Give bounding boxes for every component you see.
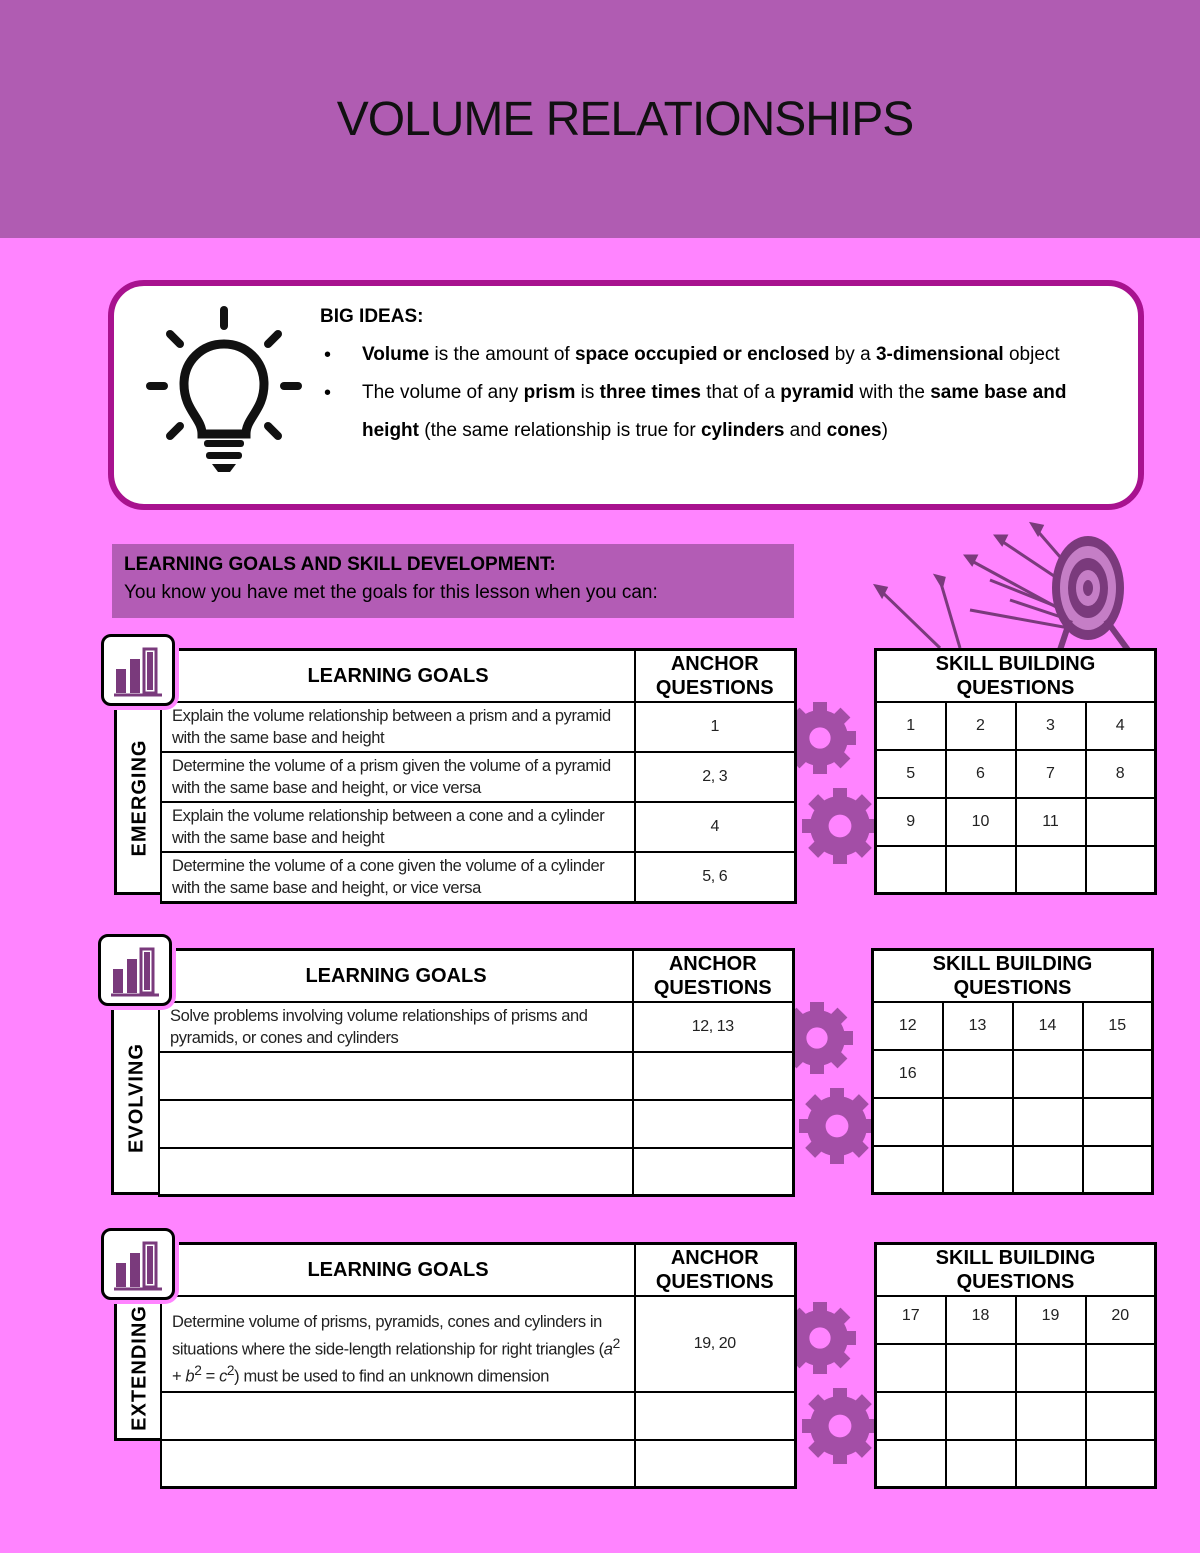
table-row — [161, 702, 795, 752]
goal-cell: Determine volume of prisms, pyramids, cones and cylinders in situations where the side-length relationship for right triangles $(a^2 + b^2 = c^2)$ must be used to find an unknown dimension — [161, 1296, 635, 1392]
skill-header-line1: SKILL BUILDING — [935, 1246, 1096, 1269]
skill-cell — [1083, 1050, 1153, 1098]
skill-building-table — [871, 948, 1154, 1195]
skill-cell — [1016, 1440, 1086, 1488]
skill-cell — [1086, 1440, 1156, 1488]
skill-cell — [1086, 798, 1156, 846]
skill-cell — [946, 846, 1016, 894]
anchor-cell — [635, 1392, 795, 1440]
skill-cell — [876, 1392, 946, 1440]
gears-icon — [792, 1290, 882, 1480]
skill-cell — [946, 1440, 1016, 1488]
big-idea-text: ) — [881, 420, 888, 441]
skill-cell: 7 — [1016, 750, 1086, 798]
skill-cell: 12 — [873, 1002, 943, 1050]
big-idea-bold-text: cones — [826, 420, 882, 441]
big-idea-bold-text: Volume — [362, 344, 430, 365]
skill-cell — [876, 846, 946, 894]
level-label: EXTENDING — [128, 1304, 150, 1431]
big-idea-text: is — [575, 382, 600, 403]
big-idea-bold-text: pyramid — [780, 382, 855, 403]
big-idea-bold-text: 3-dimensional — [875, 344, 1004, 365]
learning-goals-header — [159, 950, 633, 1002]
skill-cell: 6 — [946, 750, 1016, 798]
skill-cell: 4 — [1086, 702, 1156, 750]
bar-chart-icon — [112, 643, 166, 699]
table-row — [161, 752, 795, 802]
big-idea-text: by a — [829, 344, 876, 365]
table-row — [876, 702, 1156, 750]
goal-cell: Explain the volume relationship between a prism and a pyramid with the same base and height — [161, 702, 635, 752]
big-idea-bold-text: cylinders — [700, 420, 785, 441]
table-row — [161, 852, 795, 903]
goal-cell — [161, 1440, 635, 1488]
skill-cell: 3 — [1016, 702, 1086, 750]
anchor-cell: 5, 6 — [635, 852, 795, 903]
big-idea-item — [320, 336, 1110, 374]
skill-cell: 9 — [876, 798, 946, 846]
skill-cell: 5 — [876, 750, 946, 798]
goal-cell — [159, 1100, 633, 1148]
skill-cell — [873, 1146, 943, 1194]
anchor-header-line2: QUESTIONS — [655, 676, 774, 699]
skill-cell — [1086, 1392, 1156, 1440]
anchor-cell — [635, 1440, 795, 1488]
level-label-box — [114, 700, 162, 895]
table-row — [161, 802, 795, 852]
skill-building-header — [873, 950, 1153, 1002]
table-header-row — [876, 1244, 1156, 1296]
skill-cell — [943, 1050, 1013, 1098]
skill-building-table — [874, 1242, 1157, 1489]
big-idea-bold-text: space occupied or enclosed — [574, 344, 830, 365]
table-row — [159, 1052, 793, 1100]
skill-cell: 1 — [876, 702, 946, 750]
anchor-questions-header — [633, 950, 793, 1002]
table-row — [876, 798, 1156, 846]
skill-cell — [1013, 1146, 1083, 1194]
skill-cell: 18 — [946, 1296, 1016, 1344]
skill-building-table — [874, 648, 1157, 895]
big-ideas-list — [320, 336, 1110, 450]
bar-chart-icon — [112, 1237, 166, 1293]
table-row — [876, 846, 1156, 894]
big-idea-text: that of a — [701, 382, 781, 403]
skill-header-line2: QUESTIONS — [953, 976, 1072, 999]
skill-cell — [1016, 846, 1086, 894]
table-header-row — [876, 650, 1156, 702]
learning-goals-header — [161, 1244, 635, 1296]
anchor-cell: 2, 3 — [635, 752, 795, 802]
big-ideas-title: BIG IDEAS: — [320, 306, 424, 327]
level-label: EMERGING — [128, 739, 150, 856]
table-row — [161, 1440, 795, 1488]
table-row — [876, 1392, 1156, 1440]
skill-cell — [876, 1344, 946, 1392]
page-title: VOLUME RELATIONSHIPS — [336, 93, 914, 146]
level-label-box — [114, 1294, 162, 1441]
skill-cell — [1086, 846, 1156, 894]
anchor-header-line2: QUESTIONS — [655, 1270, 774, 1293]
skill-cell: 16 — [873, 1050, 943, 1098]
table-row — [161, 1392, 795, 1440]
anchor-cell: 19, 20 — [635, 1296, 795, 1392]
skill-cell — [1016, 1344, 1086, 1392]
skill-cell: 20 — [1086, 1296, 1156, 1344]
skill-cell — [1016, 1392, 1086, 1440]
big-idea-text: The volume of any — [362, 382, 524, 403]
table-row — [161, 1296, 795, 1392]
learning-goals-header-text: LEARNING GOALS — [307, 664, 489, 687]
skill-cell: 17 — [876, 1296, 946, 1344]
table-header-row — [161, 1244, 795, 1296]
table-row — [876, 1344, 1156, 1392]
learning-goals-table — [160, 648, 797, 904]
table-header-row — [873, 950, 1153, 1002]
anchor-header-line1: ANCHOR — [670, 652, 759, 675]
big-idea-text: with the — [854, 382, 931, 403]
table-header-row — [159, 950, 793, 1002]
skill-cell — [1013, 1098, 1083, 1146]
table-row — [873, 1050, 1153, 1098]
big-idea-text: and — [784, 420, 827, 441]
chart-badge — [101, 634, 175, 706]
skill-header-line2: QUESTIONS — [956, 676, 1075, 699]
skill-header-line1: SKILL BUILDING — [932, 952, 1093, 975]
skill-cell — [1083, 1098, 1153, 1146]
table-row — [159, 1100, 793, 1148]
anchor-header-line1: ANCHOR — [668, 952, 757, 975]
learning-goals-header — [161, 650, 635, 702]
gears-icon — [789, 990, 879, 1180]
chart-badge — [101, 1228, 175, 1300]
skill-cell — [1083, 1146, 1153, 1194]
skill-header-line1: SKILL BUILDING — [935, 652, 1096, 675]
goal-cell — [159, 1052, 633, 1100]
table-row — [159, 1002, 793, 1052]
learning-goals-header-text: LEARNING GOALS — [307, 1258, 489, 1281]
learning-goals-table — [160, 1242, 797, 1489]
big-idea-bold-text: same base and height — [362, 382, 1067, 441]
skill-header-line2: QUESTIONS — [956, 1270, 1075, 1293]
table-row — [876, 1440, 1156, 1488]
anchor-header-line1: ANCHOR — [670, 1246, 759, 1269]
skill-cell: 15 — [1083, 1002, 1153, 1050]
bar-chart-icon — [109, 943, 163, 999]
header-banner — [0, 0, 1200, 238]
anchor-cell: 4 — [635, 802, 795, 852]
skill-cell: 8 — [1086, 750, 1156, 798]
learning-goals-header-text: LEARNING GOALS — [305, 964, 487, 987]
goal-cell: Solve problems involving volume relationships of prisms and pyramids, or cones and cylinders — [159, 1002, 633, 1052]
anchor-cell — [633, 1052, 793, 1100]
skill-cell — [943, 1146, 1013, 1194]
skill-cell — [946, 1392, 1016, 1440]
skill-cell: 19 — [1016, 1296, 1086, 1344]
skill-cell — [873, 1098, 943, 1146]
skill-cell: 2 — [946, 702, 1016, 750]
skill-cell — [1086, 1344, 1156, 1392]
level-label: EVOLVING — [125, 1042, 147, 1153]
skill-cell — [946, 1344, 1016, 1392]
table-row — [873, 1098, 1153, 1146]
gears-icon — [792, 690, 882, 880]
anchor-cell — [633, 1148, 793, 1196]
table-header-row — [161, 650, 795, 702]
skill-cell: 10 — [946, 798, 1016, 846]
learning-goals-table — [158, 948, 795, 1197]
lightbulb-icon — [144, 306, 304, 476]
table-row — [876, 1296, 1156, 1344]
table-row — [876, 750, 1156, 798]
skill-cell: 13 — [943, 1002, 1013, 1050]
table-row — [873, 1002, 1153, 1050]
skill-cell — [1013, 1050, 1083, 1098]
goal-cell: Determine the volume of a cone given the volume of a cylinder with the same base and height, or vice versa — [161, 852, 635, 903]
goal-cell: Determine the volume of a prism given the volume of a pyramid with the same base and height, or vice versa — [161, 752, 635, 802]
skill-cell — [876, 1440, 946, 1488]
anchor-header-line2: QUESTIONS — [653, 976, 772, 999]
goal-cell — [161, 1392, 635, 1440]
learning-goals-banner — [112, 544, 794, 618]
learning-goals-banner-subtitle: You know you have met the goals for this lesson when you can: — [124, 582, 658, 603]
table-row — [159, 1148, 793, 1196]
big-idea-item — [320, 374, 1110, 450]
goal-cell: Explain the volume relationship between a cone and a cylinder with the same base and height — [161, 802, 635, 852]
goal-cell — [159, 1148, 633, 1196]
skill-cell — [943, 1098, 1013, 1146]
anchor-questions-header — [635, 1244, 795, 1296]
anchor-questions-header — [635, 650, 795, 702]
anchor-cell — [633, 1100, 793, 1148]
level-label-box — [111, 1000, 159, 1195]
skill-building-header — [876, 650, 1156, 702]
target-arrows-icon — [870, 520, 1150, 650]
chart-badge — [98, 934, 172, 1006]
skill-building-header — [876, 1244, 1156, 1296]
table-row — [873, 1146, 1153, 1194]
skill-cell: 11 — [1016, 798, 1086, 846]
anchor-cell: 1 — [635, 702, 795, 752]
big-idea-text: object — [1003, 344, 1060, 365]
big-idea-bold-text: prism — [523, 382, 576, 403]
learning-goals-banner-title: LEARNING GOALS AND SKILL DEVELOPMENT: — [124, 554, 556, 575]
big-idea-text: is the amount of — [429, 344, 575, 365]
big-ideas-box — [108, 280, 1144, 510]
anchor-cell: 12, 13 — [633, 1002, 793, 1052]
skill-cell: 14 — [1013, 1002, 1083, 1050]
big-idea-text: (the same relationship is true for — [419, 420, 701, 441]
big-idea-bold-text: three times — [599, 382, 701, 403]
